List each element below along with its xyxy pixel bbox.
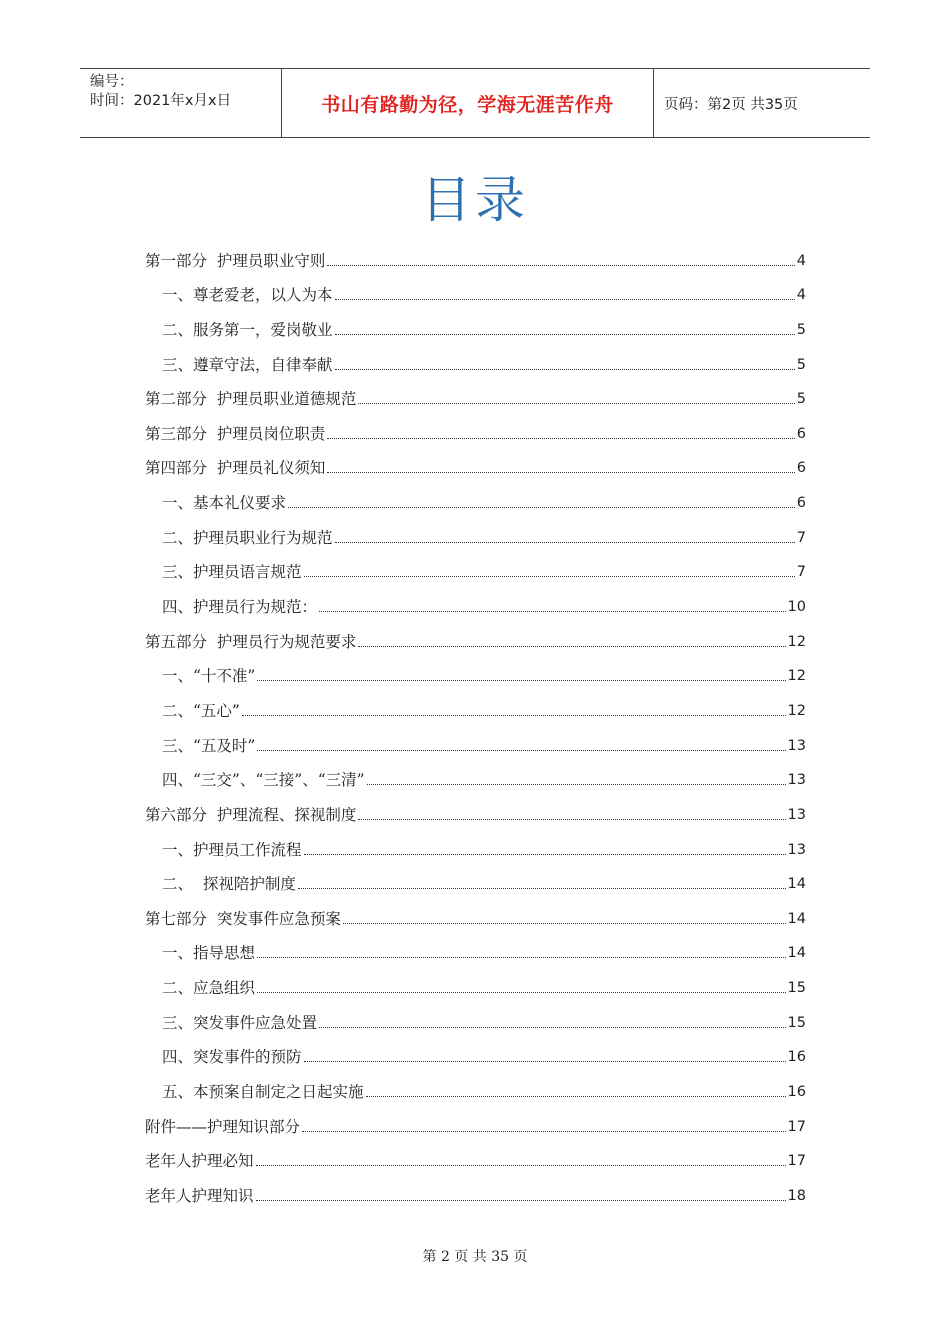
toc-entry-page: 13 (787, 806, 806, 823)
toc-entry[interactable] (145, 1102, 806, 1137)
toc-dot-leader (304, 1061, 786, 1062)
toc-entry-page: 14 (787, 945, 806, 962)
toc-entry-page: 5 (796, 321, 806, 338)
toc-dot-leader (319, 611, 786, 612)
toc-entry-page: 16 (787, 1049, 806, 1066)
toc-entry-page: 12 (787, 668, 806, 685)
toc-entry[interactable] (145, 409, 806, 444)
toc-entry[interactable] (145, 929, 806, 964)
toc-entry-label: 一、指导思想 (162, 944, 256, 963)
toc-dot-leader (257, 750, 785, 751)
toc-entry-label: 第七部分 突发事件应急预案 (145, 909, 341, 928)
toc-entry-page: 12 (787, 702, 806, 719)
toc-entry[interactable] (145, 1033, 806, 1068)
toc-entry-label: 四、“三交”、“三接”、“三清” (162, 771, 365, 790)
toc-entry-label: 二、应急组织 (162, 979, 256, 998)
toc-entry[interactable] (145, 340, 806, 375)
toc-entry[interactable] (145, 652, 806, 687)
toc-entry-page: 16 (787, 1084, 806, 1101)
toc-entry-page: 5 (796, 356, 806, 373)
toc-entry-page: 14 (787, 876, 806, 893)
toc-entry-page: 18 (787, 1187, 806, 1204)
toc-entry-page: 15 (787, 980, 806, 997)
toc-entry[interactable] (145, 963, 806, 998)
toc-entry[interactable] (145, 444, 806, 479)
toc-dot-leader (358, 403, 794, 404)
toc-entry-label: 四、护理员行为规范： (162, 598, 318, 617)
toc-entry-label: 第二部分 护理员职业道德规范 (145, 390, 357, 409)
toc-entry-label: 三、护理员语言规范 (162, 563, 302, 582)
toc-entry[interactable] (145, 1067, 806, 1102)
toc-dot-leader (302, 1131, 786, 1132)
toc-entry[interactable] (145, 305, 806, 340)
toc-entry-label: 一、护理员工作流程 (162, 840, 302, 859)
toc-entry-page: 13 (787, 841, 806, 858)
toc-dot-leader (304, 854, 786, 855)
toc-entry-page: 12 (787, 633, 806, 650)
toc-dot-leader (335, 369, 795, 370)
toc-dot-leader (242, 715, 786, 716)
toc-entry-page: 6 (796, 460, 806, 477)
toc-entry[interactable] (145, 548, 806, 583)
serial-label: 编号： (90, 74, 134, 90)
toc-dot-leader (257, 992, 786, 993)
toc-entry[interactable] (145, 617, 806, 652)
toc-entry-label: 老年人护理必知 (145, 1152, 254, 1171)
toc-entry-label: 第五部分 护理员行为规范要求 (145, 632, 357, 651)
toc-title: 目录 (421, 171, 529, 229)
toc-entry-page: 10 (787, 599, 806, 616)
toc-entry[interactable] (145, 1137, 806, 1172)
toc-entry-page: 15 (787, 1014, 806, 1031)
toc-dot-leader (327, 472, 794, 473)
toc-entry-label: 一、“十不准” (162, 667, 256, 686)
toc-entry-page: 6 (796, 425, 806, 442)
toc-entry[interactable] (145, 825, 806, 860)
toc-entry-page: 5 (796, 391, 806, 408)
toc-entry-label: 老年人护理知识 (145, 1186, 254, 1205)
header-left-cell (80, 69, 281, 137)
toc-entry-label: 二、“五心” (162, 701, 240, 720)
toc-entry[interactable] (145, 271, 806, 306)
header-page-info: 页码：第2页 共35页 (664, 96, 798, 113)
toc-entry-label: 三、遵章守法，自律奉献 (162, 355, 333, 374)
toc-entry[interactable] (145, 513, 806, 548)
toc-dot-leader (319, 1027, 786, 1028)
toc-entry-label: 第一部分 护理员职业守则 (145, 251, 326, 270)
toc-dot-leader (304, 576, 795, 577)
toc-dot-leader (256, 1165, 786, 1166)
toc-entry[interactable] (145, 478, 806, 513)
toc-entry[interactable] (145, 998, 806, 1033)
toc-dot-leader (298, 888, 786, 889)
toc-entry-label: 一、基本礼仪要求 (162, 494, 287, 513)
page-header (80, 68, 870, 138)
toc-entry[interactable] (145, 686, 806, 721)
toc-entry[interactable] (145, 375, 806, 410)
toc-entry[interactable] (145, 860, 806, 895)
toc-entry-label: 二、服务第一，爱岗敬业 (162, 320, 333, 339)
toc-entry-label: 一、尊老爱老，以人为本 (162, 286, 333, 305)
toc-entry[interactable] (145, 756, 806, 791)
toc-entry-label: 三、“五及时” (162, 736, 256, 755)
toc-dot-leader (335, 299, 795, 300)
toc-dot-leader (256, 1200, 786, 1201)
toc-entry-label: 第四部分 护理员礼仪须知 (145, 459, 326, 478)
toc-entry-page: 7 (796, 564, 806, 581)
toc-dot-leader (358, 819, 785, 820)
toc-dot-leader (358, 646, 785, 647)
toc-dot-leader (367, 784, 786, 785)
toc-entry-label: 三、突发事件应急处置 (162, 1013, 318, 1032)
toc-entry-label: 二、 探视陪护制度 (162, 875, 296, 894)
toc-entry-page: 17 (787, 1118, 806, 1135)
toc-entry[interactable] (145, 1171, 806, 1206)
toc-entry[interactable] (145, 894, 806, 929)
toc-entry[interactable] (145, 790, 806, 825)
toc-entry-page: 13 (787, 737, 806, 754)
toc-entry-page: 4 (796, 252, 806, 269)
toc-entry-label: 第三部分 护理员岗位职责 (145, 424, 326, 443)
toc-dot-leader (288, 507, 795, 508)
toc-entry-page: 13 (787, 772, 806, 789)
toc-dot-leader (366, 1096, 786, 1097)
toc-entry-label: 五、本预案自制定之日起实施 (162, 1083, 364, 1102)
toc-entry-page: 4 (796, 287, 806, 304)
toc-entry-page: 17 (787, 1153, 806, 1170)
toc-dot-leader (257, 680, 785, 681)
toc-entry[interactable] (145, 582, 806, 617)
toc-dot-leader (327, 265, 794, 266)
toc-entry-label: 第六部分 护理流程、探视制度 (145, 805, 357, 824)
toc-dot-leader (343, 923, 786, 924)
toc-entry-page: 6 (796, 495, 806, 512)
page-footer: 第 2 页 共 35 页 (422, 1249, 528, 1265)
toc-dot-leader (327, 438, 794, 439)
toc-entry-page: 7 (796, 529, 806, 546)
toc-dot-leader (335, 542, 795, 543)
toc-entry[interactable] (145, 721, 806, 756)
toc-entry-label: 四、突发事件的预防 (162, 1048, 302, 1067)
table-of-contents (145, 236, 806, 1206)
header-motto: 书山有路勤为径，学海无涯苦作舟 (281, 69, 654, 137)
toc-entry-page: 14 (787, 910, 806, 927)
toc-entry[interactable] (145, 236, 806, 271)
toc-dot-leader (257, 957, 786, 958)
toc-entry-label: 附件——护理知识部分 (145, 1117, 301, 1136)
date-label: 时间：2021年x月x日 (90, 93, 232, 109)
toc-dot-leader (335, 334, 795, 335)
toc-entry-label: 二、护理员职业行为规范 (162, 528, 333, 547)
